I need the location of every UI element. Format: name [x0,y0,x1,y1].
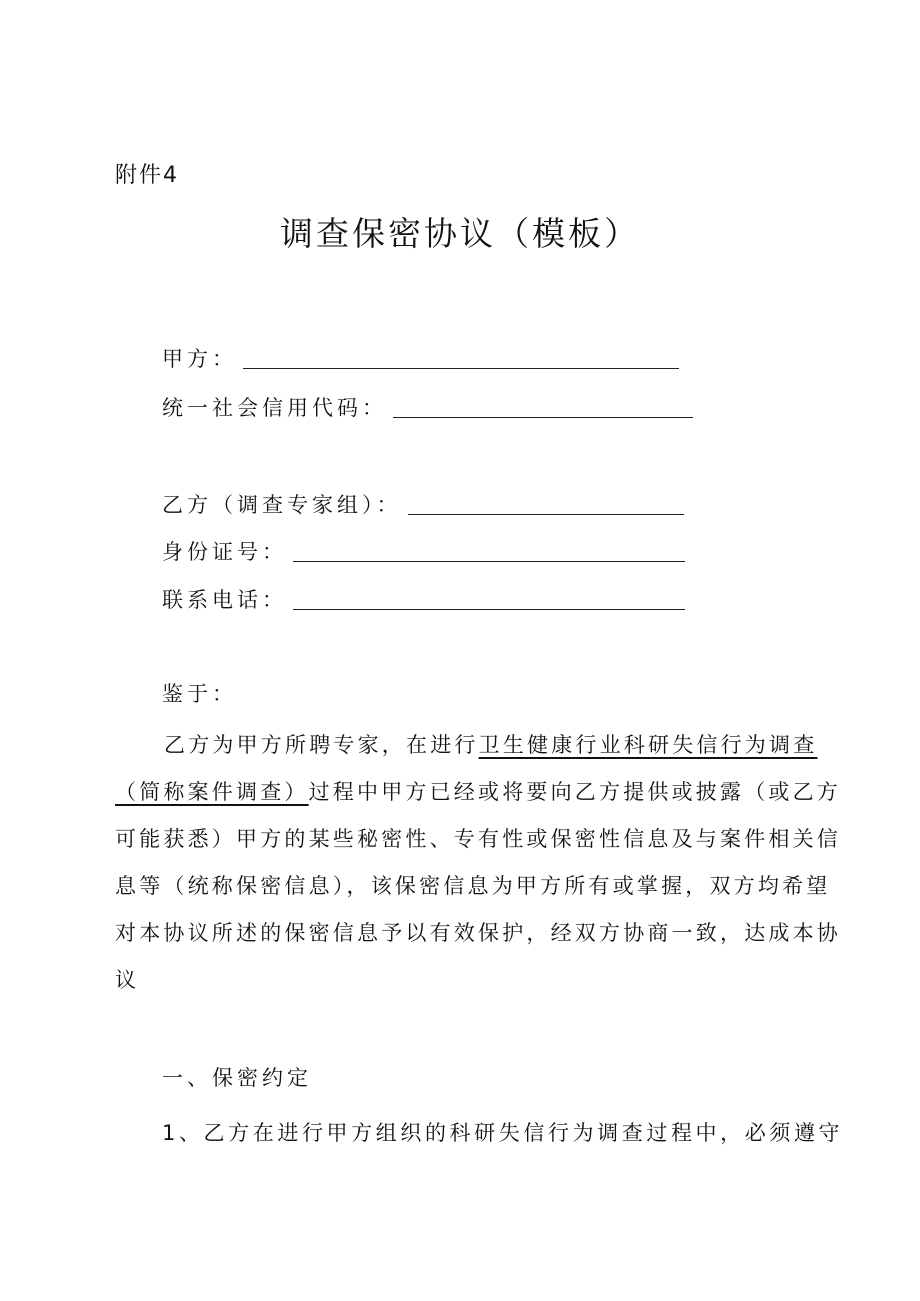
party-b-blank[interactable] [408,514,684,515]
phone-field [162,584,685,614]
phone-label: 联系电话： [162,588,287,612]
credit-code-label: 统一社会信用代码： [162,396,387,420]
paragraph-text: 过程中甲方已经或将要向乙方提供或披露（或乙方 [308,780,842,804]
paragraph-line: 议 [115,968,140,992]
credit-code-blank[interactable] [393,417,693,418]
party-a-label: 甲方： [162,347,237,371]
paragraph-line: 可能获悉）甲方的某些秘密性、专有性或保密性信息及与案件相关信 [115,827,841,851]
credit-code-field [162,392,693,422]
underlined-text: 卫生健康行业科研失信行为调查 [478,733,818,757]
phone-blank[interactable] [293,609,685,610]
document-title: 调查保密协议（模板） [280,214,640,253]
id-number-label: 身份证号： [162,540,287,564]
whereas-heading: 鉴于： [162,682,237,706]
whereas-paragraph [115,722,842,1004]
paragraph-line [115,722,818,769]
party-b-field [162,489,684,519]
party-b-label: 乙方（调查专家组）： [162,493,402,517]
attachment-label: 附件4 [115,163,179,188]
id-number-blank[interactable] [293,561,685,562]
party-a-blank[interactable] [243,368,679,369]
paragraph-line: 对本协议所述的保密信息予以有效保护，经双方协商一致，达成本协 [115,921,841,945]
paragraph-text: 乙方为甲方所聘专家，在进行 [164,733,479,757]
paragraph-line: 息等（统称保密信息），该保密信息为甲方所有或掌握，双方均希望 [115,874,831,898]
party-a-field [162,343,679,373]
clause-text: 1、乙方在进行甲方组织的科研失信行为调查过程中，必须遵守 [162,1121,844,1145]
id-number-field [162,536,685,566]
section-heading: 一、保密约定 [162,1066,312,1090]
underlined-text: （简称案件调查） [115,780,309,804]
paragraph-line [115,769,842,816]
